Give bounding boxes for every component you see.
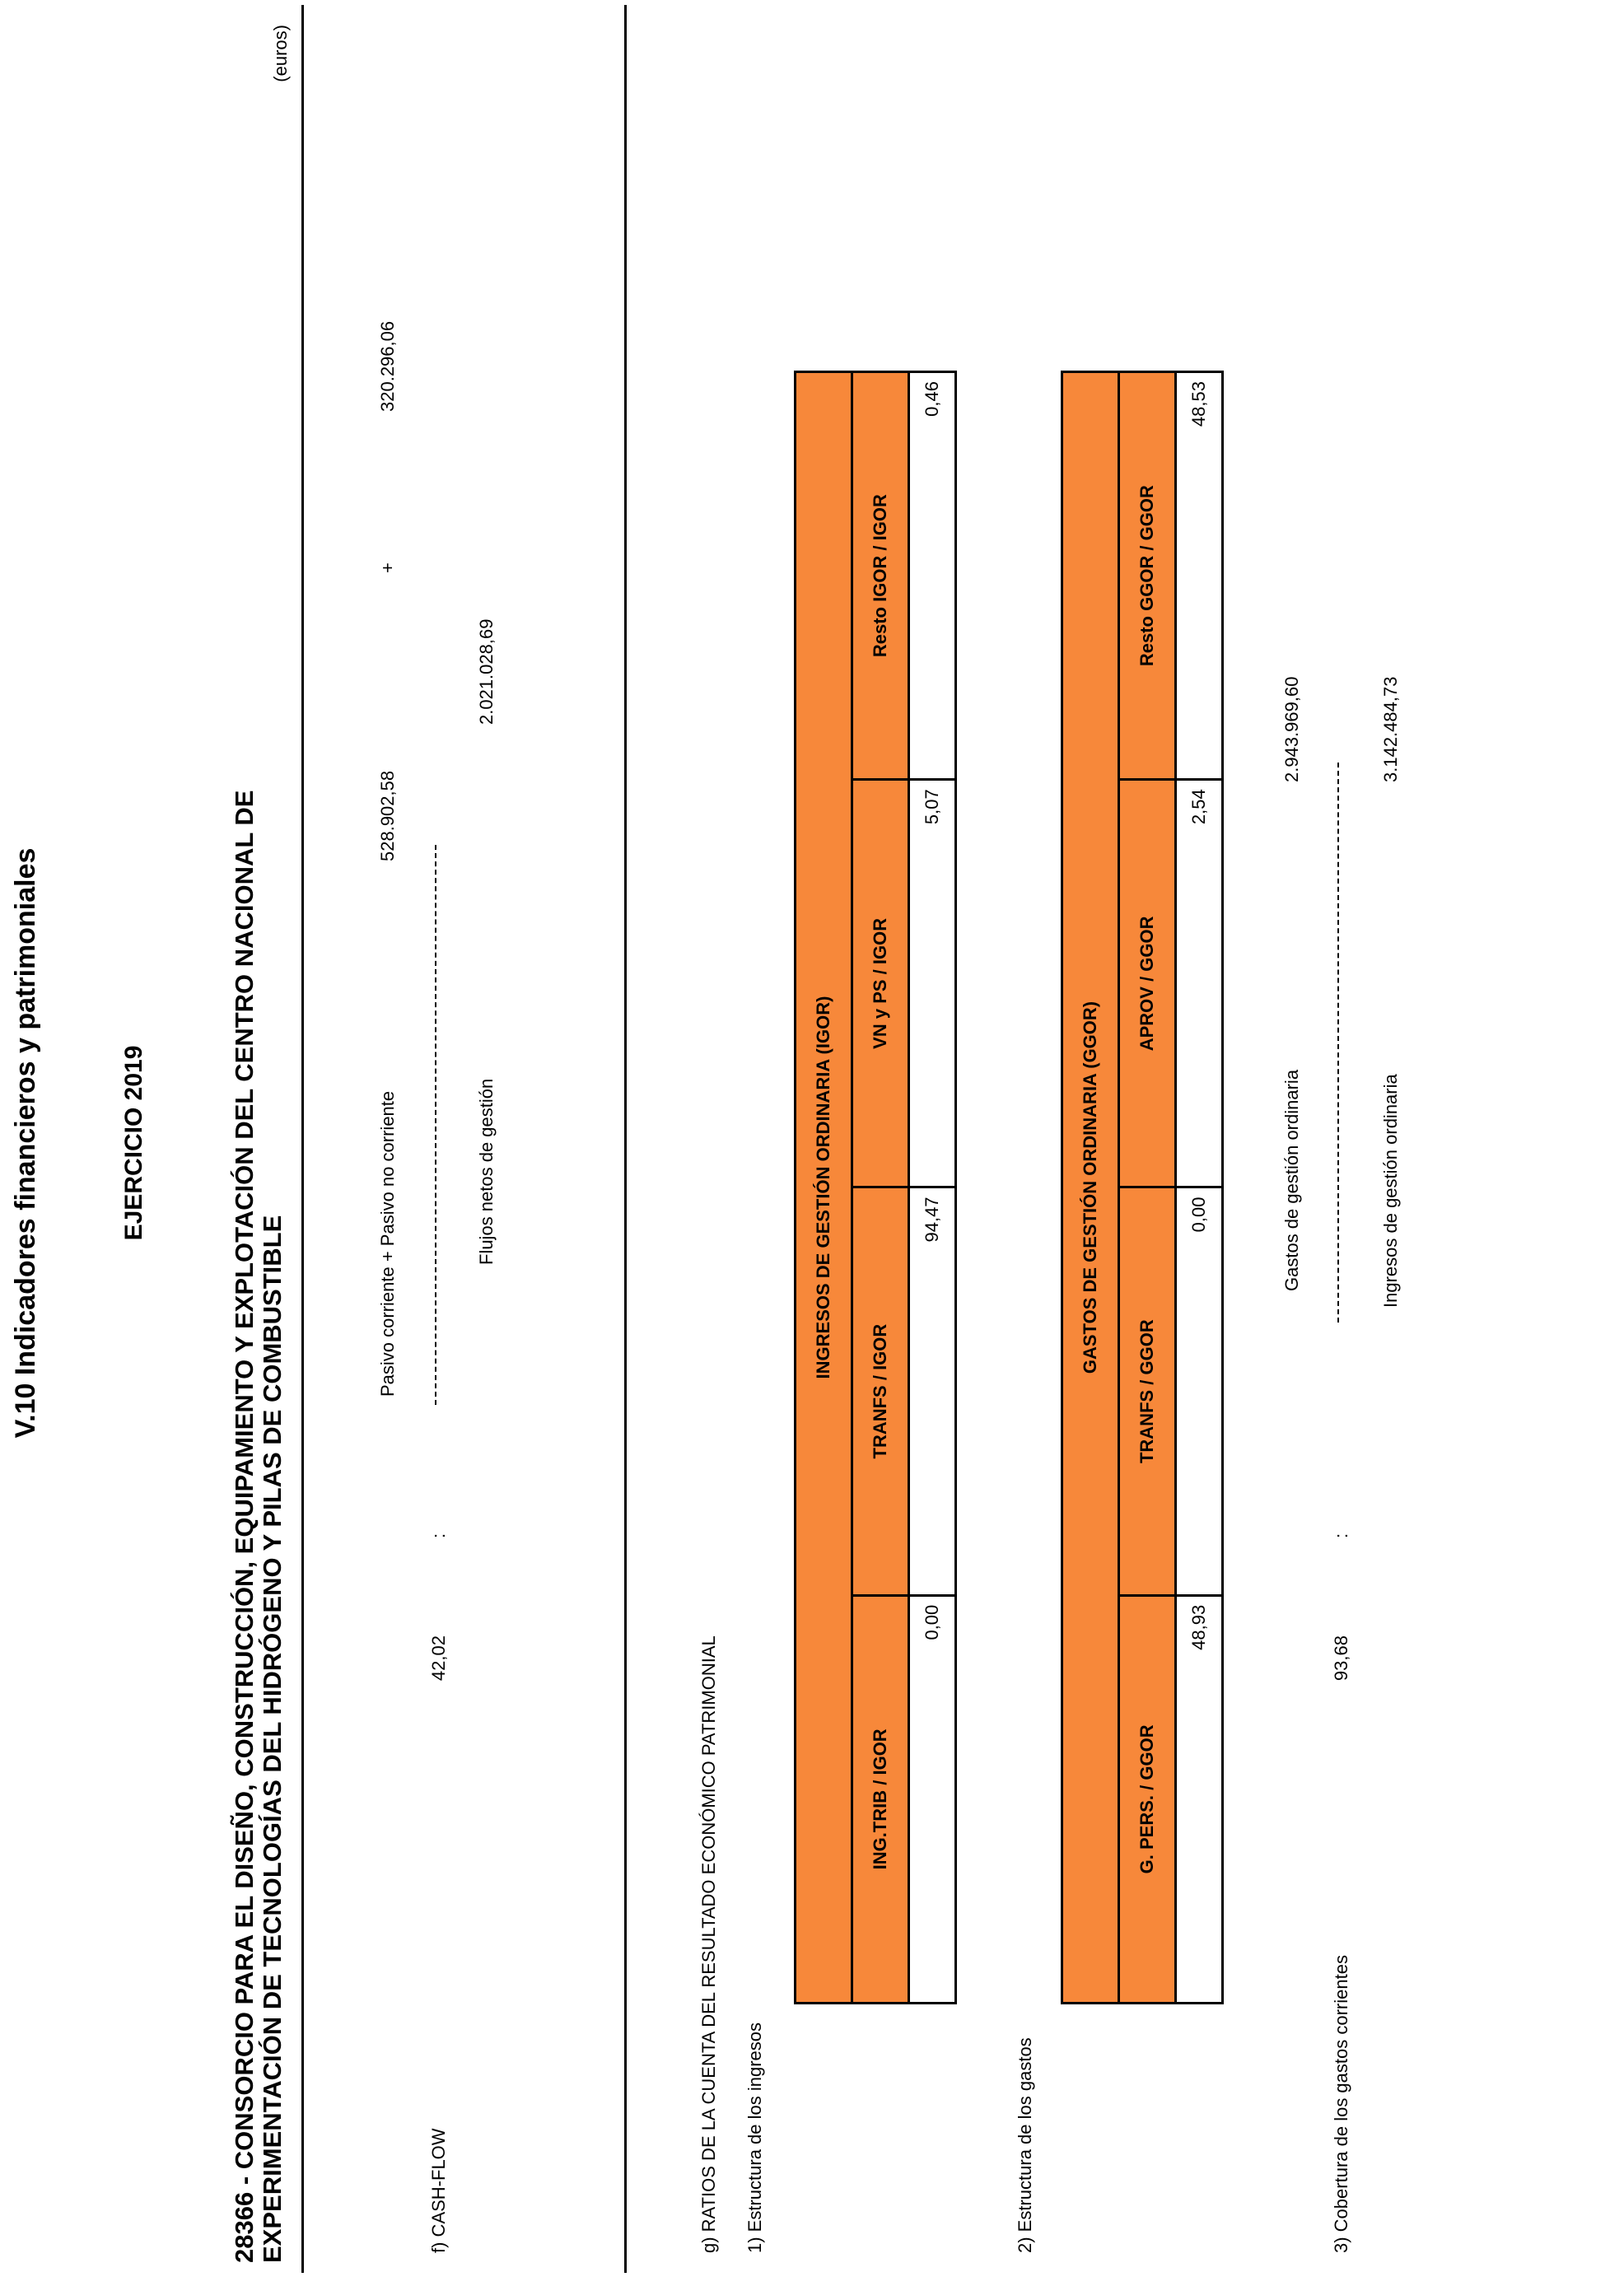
cobertura-numerator-value: 2.943.969,60 (1281, 676, 1302, 782)
ingresos-value-resto: 0,46 (909, 372, 956, 780)
top-rule (301, 5, 304, 2273)
ingresos-col-ing-trib: ING.TRIB / IGOR (852, 1595, 909, 2003)
entity-name-line1: 28366 - CONSORCIO PARA EL DISEÑO, CONSTRUCCIÓN, EQUIPAMIENTO Y EXPLOTACIÓN DEL CENTRO NACIONAL DE (230, 790, 259, 2263)
cobertura-value: 93,68 (1331, 1635, 1351, 1682)
gastos-col-tranfs: TRANFS / GGOR (1119, 1187, 1176, 1595)
gastos-value-aprov: 2,54 (1176, 780, 1223, 1187)
exercise-title: EJERCICIO 2019 (120, 1045, 147, 1241)
cobertura-fraction-line (1337, 763, 1339, 1323)
entity-name-line2: EXPERIMENTACIÓN DE TECNOLOGÍAS DEL HIDRÓGENO Y PILAS DE COMBUSTIBLE (258, 1215, 287, 2263)
pasivo-no-corriente-value: 320.296,06 (377, 320, 398, 412)
ingresos-col-vn-ps: VN y PS / IGOR (852, 780, 909, 1187)
gastos-structure-label: 2) Estructura de los gastos (1015, 2037, 1035, 2253)
currency-note: (euros) (270, 25, 291, 82)
gastos-table-header: GASTOS DE GESTIÓN ORDINARIA (GGOR) (1062, 372, 1119, 2004)
gastos-value-tranfs: 0,00 (1176, 1187, 1223, 1595)
cobertura-label: 3) Cobertura de los gastos corrientes (1331, 1955, 1351, 2253)
ingresos-col-resto: Resto IGOR / IGOR (852, 372, 909, 780)
cashflow-numerator-label: Pasivo corriente + Pasivo no corriente (377, 1090, 398, 1397)
gastos-col-g-pers: G. PERS. / GGOR (1119, 1595, 1176, 2003)
cashflow-label: f) CASH-FLOW (428, 2128, 449, 2253)
ingresos-value-ing-trib: 0,00 (909, 1595, 956, 2003)
plus-sign: + (377, 562, 398, 573)
gastos-table (1061, 371, 1224, 2004)
cobertura-numerator-label: Gastos de gestión ordinaria (1281, 1069, 1302, 1291)
ingresos-value-vn-ps: 5,07 (909, 780, 956, 1187)
ingresos-table (794, 371, 957, 2004)
pasivo-corriente-value: 528.902,58 (377, 770, 398, 861)
cashflow-value: 42,02 (428, 1635, 449, 1682)
section-rule (624, 5, 627, 2273)
ingresos-col-tranfs: TRANFS / IGOR (852, 1187, 909, 1595)
page-title: V.10 Indicadores financieros y patrimoniales (10, 847, 41, 1439)
ingresos-value-tranfs: 94,47 (909, 1187, 956, 1595)
ratios-section-title: g) RATIOS DE LA CUENTA DEL RESULTADO ECONÓMICO PATRIMONIAL (698, 1635, 719, 2253)
ingresos-structure-label: 1) Estructura de los ingresos (744, 2022, 765, 2253)
cobertura-denominator-value: 3.142.484,73 (1380, 676, 1401, 782)
cobertura-denominator-label: Ingresos de gestión ordinaria (1380, 1074, 1401, 1308)
gastos-value-g-pers: 48,93 (1176, 1595, 1223, 2003)
flujos-netos-value: 2.021.028,69 (476, 618, 497, 725)
cashflow-denominator-label: Flujos netos de gestión (476, 1078, 497, 1265)
cashflow-fraction-line (435, 845, 436, 1405)
gastos-col-resto: Resto GGOR / GGOR (1119, 372, 1176, 780)
cashflow-colon: : (428, 1533, 449, 1538)
gastos-value-resto: 48,53 (1176, 372, 1223, 780)
gastos-col-aprov: APROV / GGOR (1119, 780, 1176, 1187)
cobertura-colon: : (1331, 1533, 1351, 1538)
ingresos-table-header: INGRESOS DE GESTIÓN ORDINARIA (IGOR) (796, 372, 852, 2004)
